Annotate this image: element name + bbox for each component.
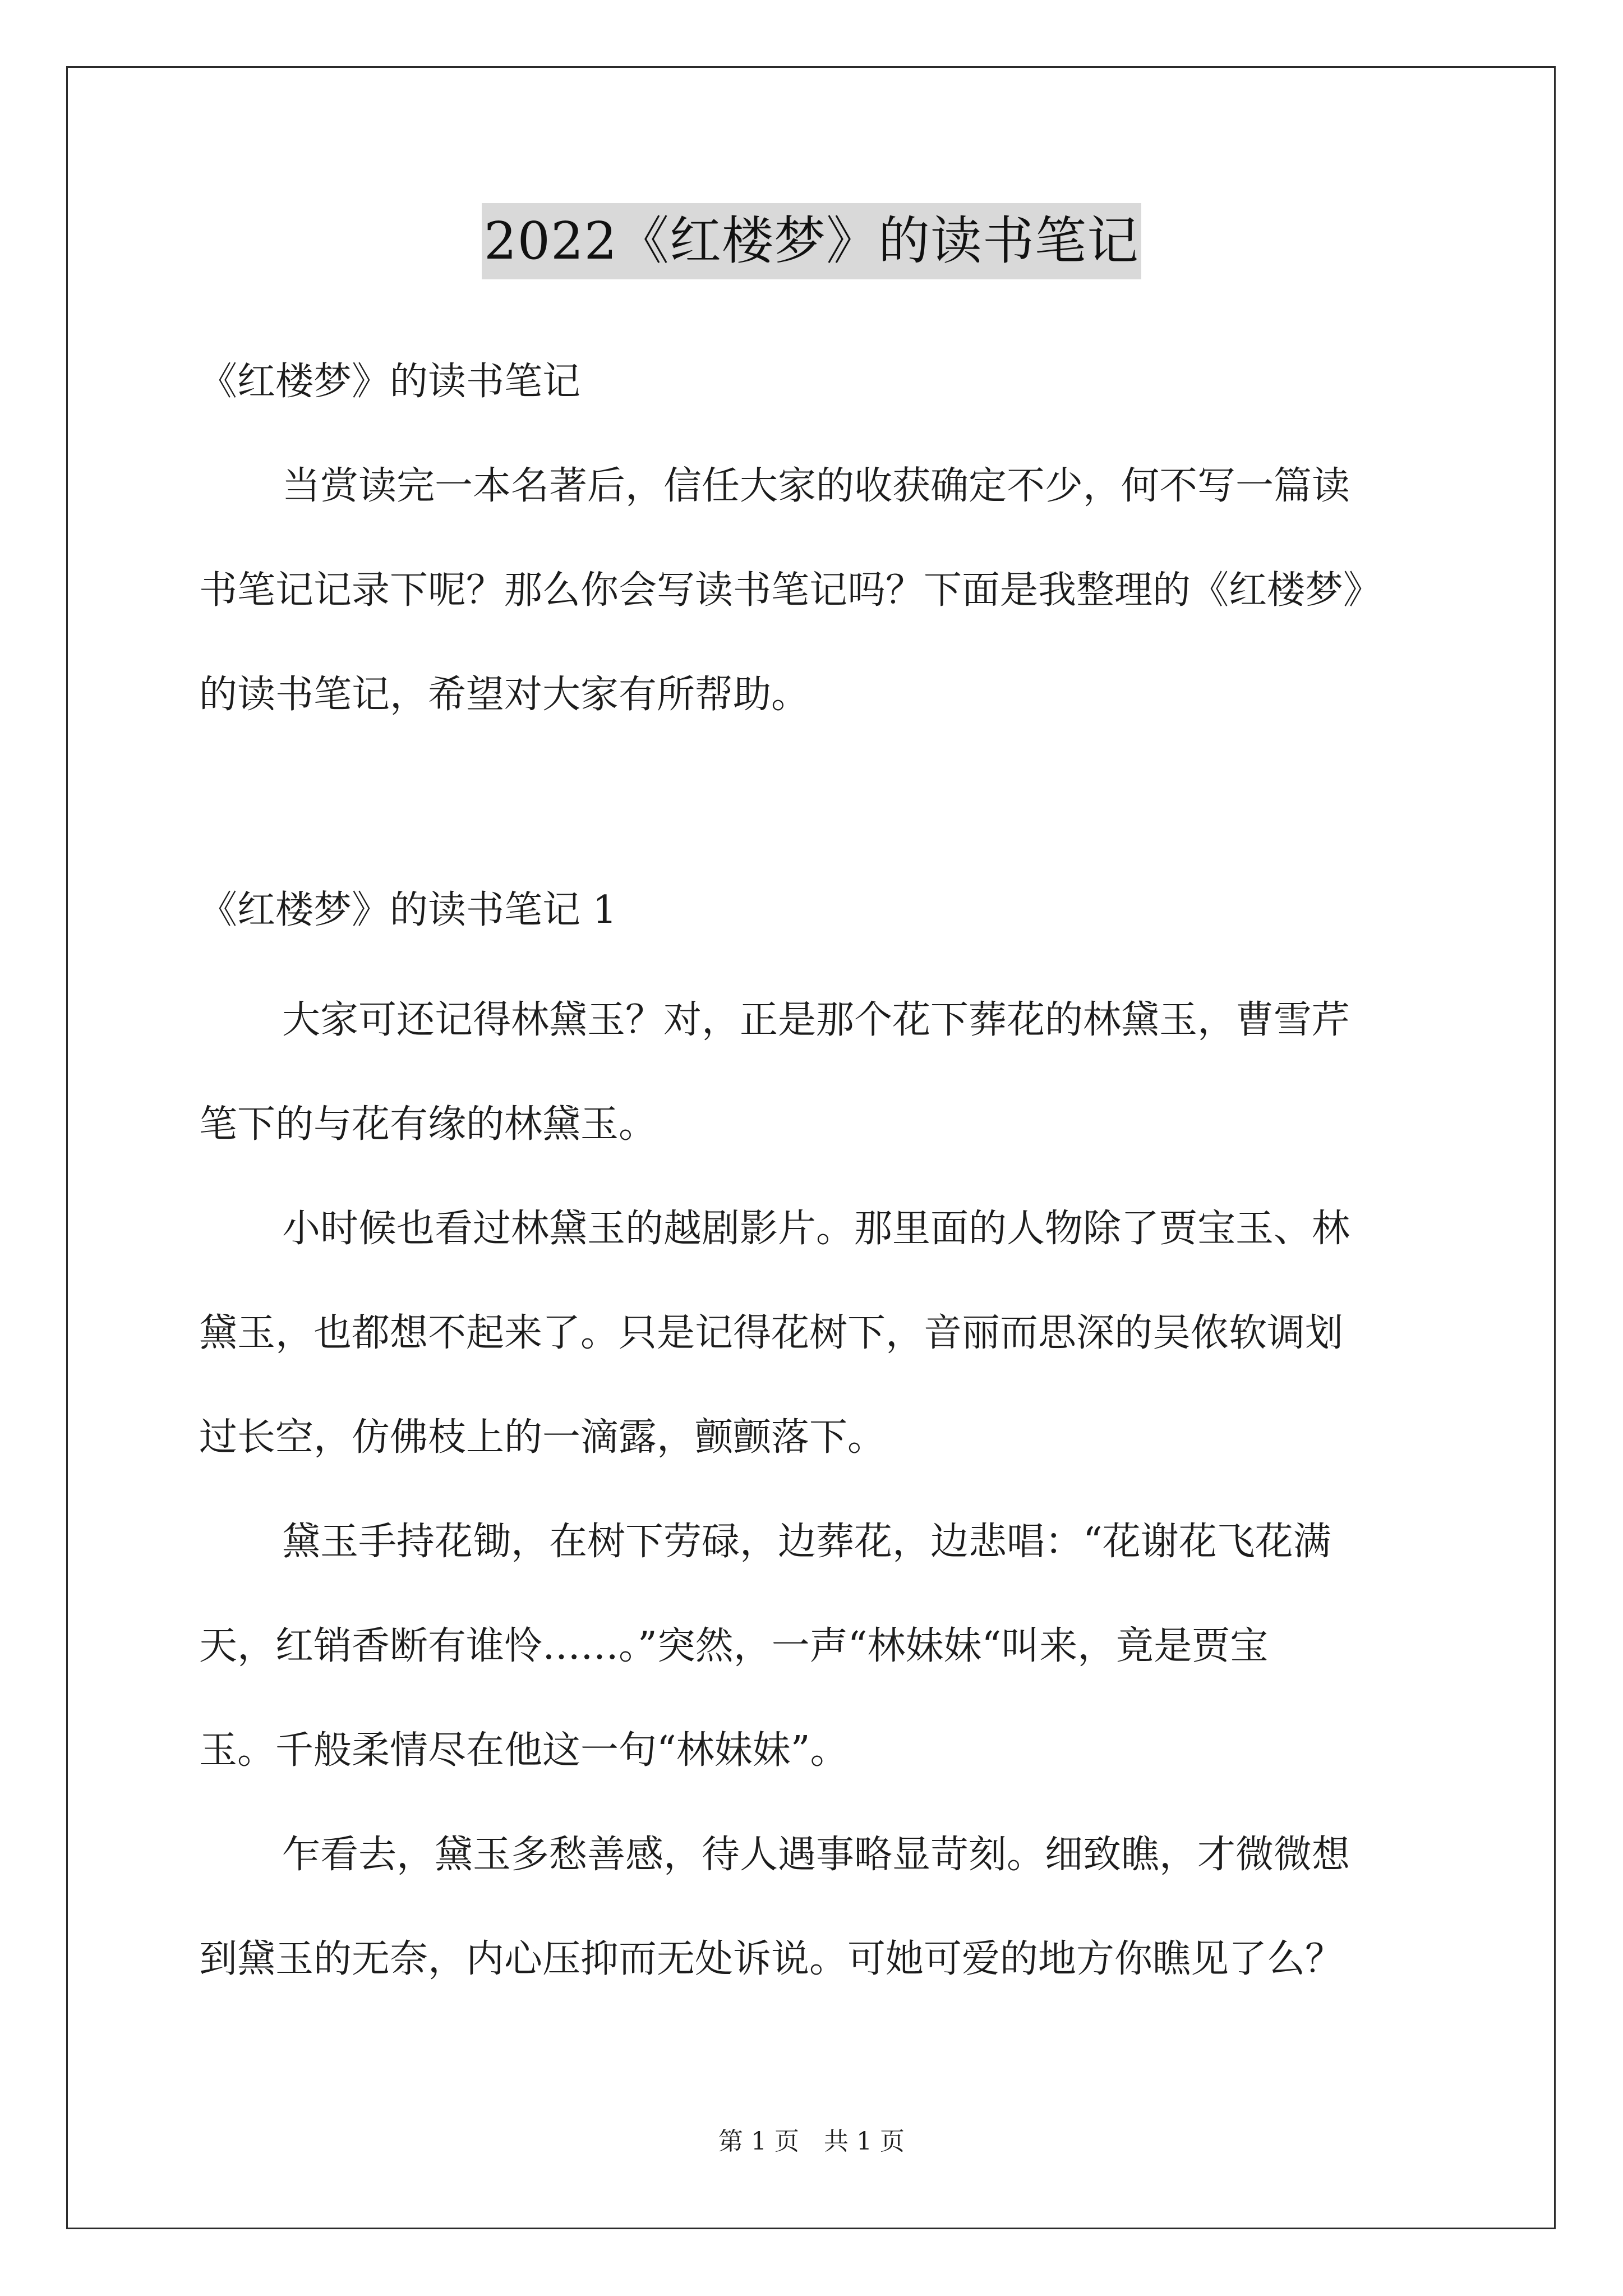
intro-line-1: 当赏读完一本名著后，信任大家的收获确定不少，何不写一篇读 [282, 464, 1350, 508]
page-footer: 第 1 页 共 1 页 [718, 2127, 905, 2156]
paragraph-2-line-2: 黛玉，也都想不起来了。只是记得花树下，音丽而思深的吴侬软调划 [199, 1311, 1344, 1355]
paragraph-2-line-3: 过长空，仿佛枝上的一滴露，颤颤落下。 [199, 1415, 886, 1460]
paragraph-4-line-1: 乍看去，黛玉多愁善感，待人遇事略显苛刻。细致瞧，才微微想 [282, 1833, 1350, 1877]
paragraph-1-line-1: 大家可还记得林黛玉？对，正是那个花下葬花的林黛玉，曹雪芹 [282, 998, 1350, 1042]
paragraph-4-line-2: 到黛玉的无奈，内心压抑而无处诉说。可她可爱的地方你瞧见了么？ [199, 1937, 1344, 1981]
document-subtitle: 《红楼梦》的读书笔记 [199, 360, 581, 404]
paragraph-3-line-1: 黛玉手持花锄，在树下劳碌，边葬花，边悲唱：“花谢花飞花满 [282, 1520, 1331, 1564]
section-heading: 《红楼梦》的读书笔记 1 [199, 888, 617, 932]
paragraph-2-line-1: 小时候也看过林黛玉的越剧影片。那里面的人物除了贾宝玉、林 [282, 1207, 1350, 1251]
paragraph-3-line-2: 天，红销香断有谁怜……。”突然，一声“林妹妹“叫来，竟是贾宝 [199, 1624, 1269, 1668]
paragraph-1-line-2: 笔下的与花有缘的林黛玉。 [199, 1102, 657, 1147]
intro-line-3: 的读书笔记，希望对大家有所帮助。 [199, 673, 810, 717]
paragraph-3-line-3: 玉。千般柔情尽在他这一句“林妹妹”。 [199, 1728, 849, 1773]
document-title: 2022《红楼梦》的读书笔记 [482, 203, 1141, 279]
intro-line-2: 书笔记记录下呢？那么你会写读书笔记吗？下面是我整理的《红楼梦》 [199, 568, 1382, 613]
title-container [0, 203, 1623, 279]
